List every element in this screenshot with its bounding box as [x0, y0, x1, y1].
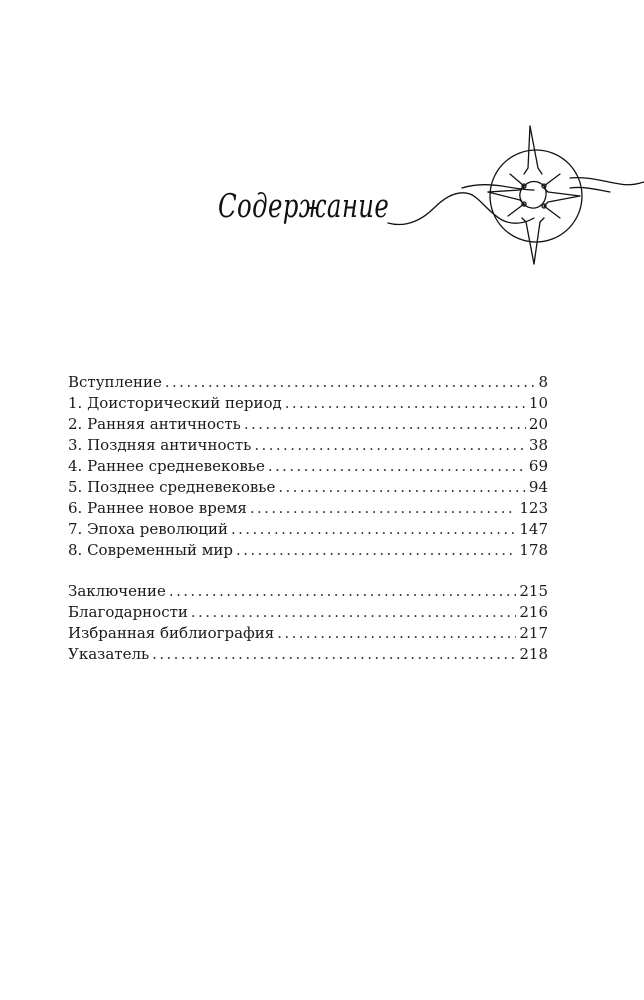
toc-entry-page: 94 [528, 478, 548, 496]
toc-entry-title: 6. Раннее новое время [68, 499, 247, 517]
toc-leader-dots [268, 456, 526, 477]
toc-entry-title: 4. Раннее средневековье [68, 457, 265, 475]
toc-entry[interactable] [68, 602, 548, 623]
toc-leader-dots [285, 393, 526, 414]
toc-leader-dots [250, 498, 517, 519]
toc-entry-page: 215 [519, 582, 548, 600]
heading-area [0, 0, 644, 300]
toc-entry[interactable] [68, 581, 548, 602]
table-of-contents [68, 372, 548, 665]
toc-entry-title: 2. Ранняя античность [68, 415, 241, 433]
toc-entry[interactable] [68, 372, 548, 393]
toc-leader-dots [231, 519, 516, 540]
toc-entry-page: 123 [519, 499, 548, 517]
compass-rose-icon [384, 120, 644, 270]
toc-entry-page: 147 [519, 520, 548, 538]
toc-leader-dots [152, 644, 516, 665]
toc-chapters [68, 372, 548, 561]
toc-entry-page: 217 [519, 624, 548, 642]
toc-leader-dots [169, 581, 516, 602]
toc-entry-page: 8 [538, 373, 548, 391]
toc-entry[interactable] [68, 477, 548, 498]
toc-entry-page: 10 [528, 394, 548, 412]
toc-entry[interactable] [68, 456, 548, 477]
toc-entry-page: 178 [519, 541, 548, 559]
toc-entry-page: 20 [528, 415, 548, 433]
toc-entry-title: Заключение [68, 582, 166, 600]
toc-entry-page: 218 [519, 645, 548, 663]
toc-leader-dots [278, 477, 526, 498]
toc-entry[interactable] [68, 623, 548, 644]
toc-entry-title: 7. Эпоха революций [68, 520, 228, 538]
toc-entry[interactable] [68, 519, 548, 540]
toc-back-matter [68, 581, 548, 665]
toc-entry-title: Избранная библиография [68, 624, 275, 642]
toc-leader-dots [277, 623, 516, 644]
toc-entry-page: 69 [528, 457, 548, 475]
toc-leader-dots [191, 602, 516, 623]
toc-leader-dots [244, 414, 526, 435]
toc-leader-dots [254, 435, 526, 456]
toc-entry-title: 3. Поздняя античность [68, 436, 252, 454]
toc-entry[interactable] [68, 393, 548, 414]
toc-leader-dots [236, 540, 516, 561]
toc-entry-title: 8. Современный мир [68, 541, 234, 559]
toc-leader-dots [165, 372, 536, 393]
toc-entry[interactable] [68, 540, 548, 561]
toc-entry-page: 216 [519, 603, 548, 621]
toc-entry-title: Вступление [68, 373, 162, 391]
toc-entry[interactable] [68, 644, 548, 665]
toc-entry[interactable] [68, 498, 548, 519]
toc-entry[interactable] [68, 414, 548, 435]
page-title: Содержание [218, 186, 390, 225]
toc-entry-title: 5. Позднее средневековье [68, 478, 276, 496]
toc-entry[interactable] [68, 435, 548, 456]
toc-entry-page: 38 [528, 436, 548, 454]
toc-entry-title: 1. Доисторический период [68, 394, 282, 412]
toc-entry-title: Благодарности [68, 603, 188, 621]
toc-entry-title: Указатель [68, 645, 150, 663]
